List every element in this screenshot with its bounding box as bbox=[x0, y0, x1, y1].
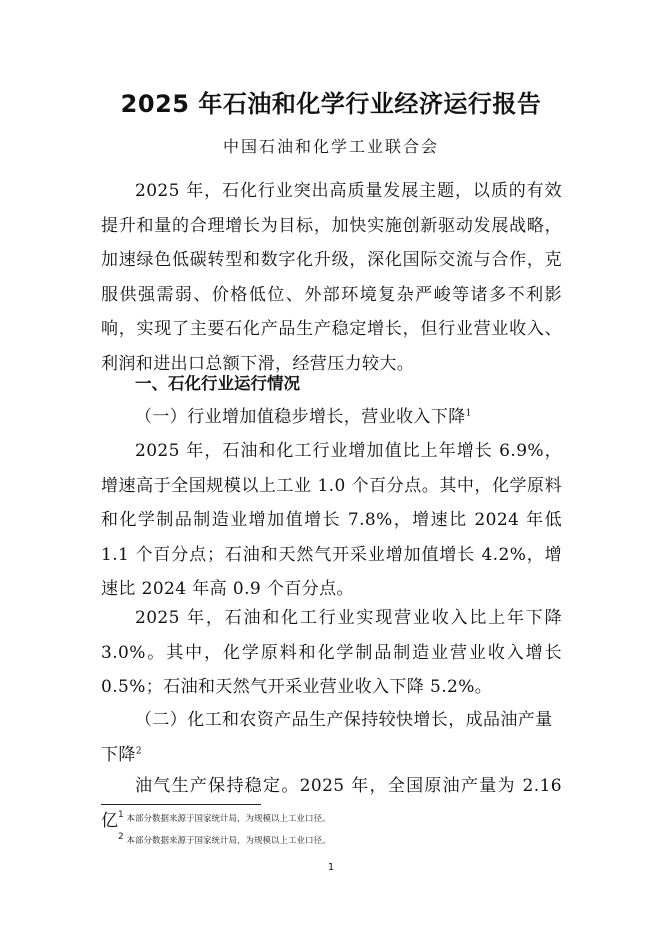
footnote-2-text: 本部分数据来源于国家统计局，为规模以上工业口径。 bbox=[126, 836, 331, 846]
report-title: 2025 年石油和化学行业经济运行报告 bbox=[120, 90, 542, 118]
section-heading-1: 一、石化行业运行情况 bbox=[135, 374, 300, 393]
paragraph-revenue: 2025 年，石油和化工行业实现营业收入比上年下降 3.0%。其中，化学原料和化学制品制造业营业收入增长 0.5%；石油和天然气开采业营业收入下降 5.2%。 bbox=[101, 608, 562, 697]
footnote-1-text: 本部分数据来源于国家统计局，为规模以上工业口径。 bbox=[126, 814, 331, 824]
subsection-heading-2-text: （二）化工和农资产品生产保持较快增长，成品油产量下降 bbox=[101, 710, 553, 765]
footnote-ref-2[interactable]: 2 bbox=[135, 745, 142, 756]
intro-paragraph: 2025 年，石化行业突出高质量发展主题，以质的有效提升和量的合理增长为目标，加快实施创新驱动发展战略，加速绿色低碳转型和数字化升级，深化国际交流与合作，克服供强需弱、价格低位、外部环境复杂严峻等诸多不利影响，实现了主要石化产品生产稳定增长，但行业营业收入、利润和进出口总额下滑，经营压力较大。 bbox=[101, 181, 562, 374]
subsection-heading-2 bbox=[101, 703, 562, 772]
footnote-2 bbox=[118, 834, 330, 846]
paragraph-oil-gas: 油气生产保持稳定。2025 年，全国原油产量为 2.16 亿 bbox=[101, 776, 562, 831]
footnote-2-mark: 2 bbox=[118, 832, 124, 843]
organization-name: 中国石油和化学工业联合会 bbox=[222, 137, 439, 156]
subsection-heading-1-text: （一）行业增加值稳步增长，营业收入下降 bbox=[135, 407, 466, 427]
subsection-heading-1 bbox=[101, 400, 562, 435]
footnote-ref-1[interactable]: 1 bbox=[465, 408, 472, 419]
paragraph-value-added: 2025 年，石油和化工行业增加值比上年增长 6.9%，增速高于全国规模以上工业 1.0 个百分点。其中，化学原料和化学制品制造业增加值增长 7.8%，增速比 2024 年低 1.1 个百分点；石油和天然气开采业增加值增长 4.2%，增速比 2024 年高 0.9 个百分点。 bbox=[101, 441, 562, 599]
footnote-1 bbox=[118, 812, 330, 824]
footnote-divider bbox=[101, 804, 261, 805]
footnote-1-mark: 1 bbox=[118, 810, 124, 821]
page-number: 1 bbox=[327, 862, 335, 873]
